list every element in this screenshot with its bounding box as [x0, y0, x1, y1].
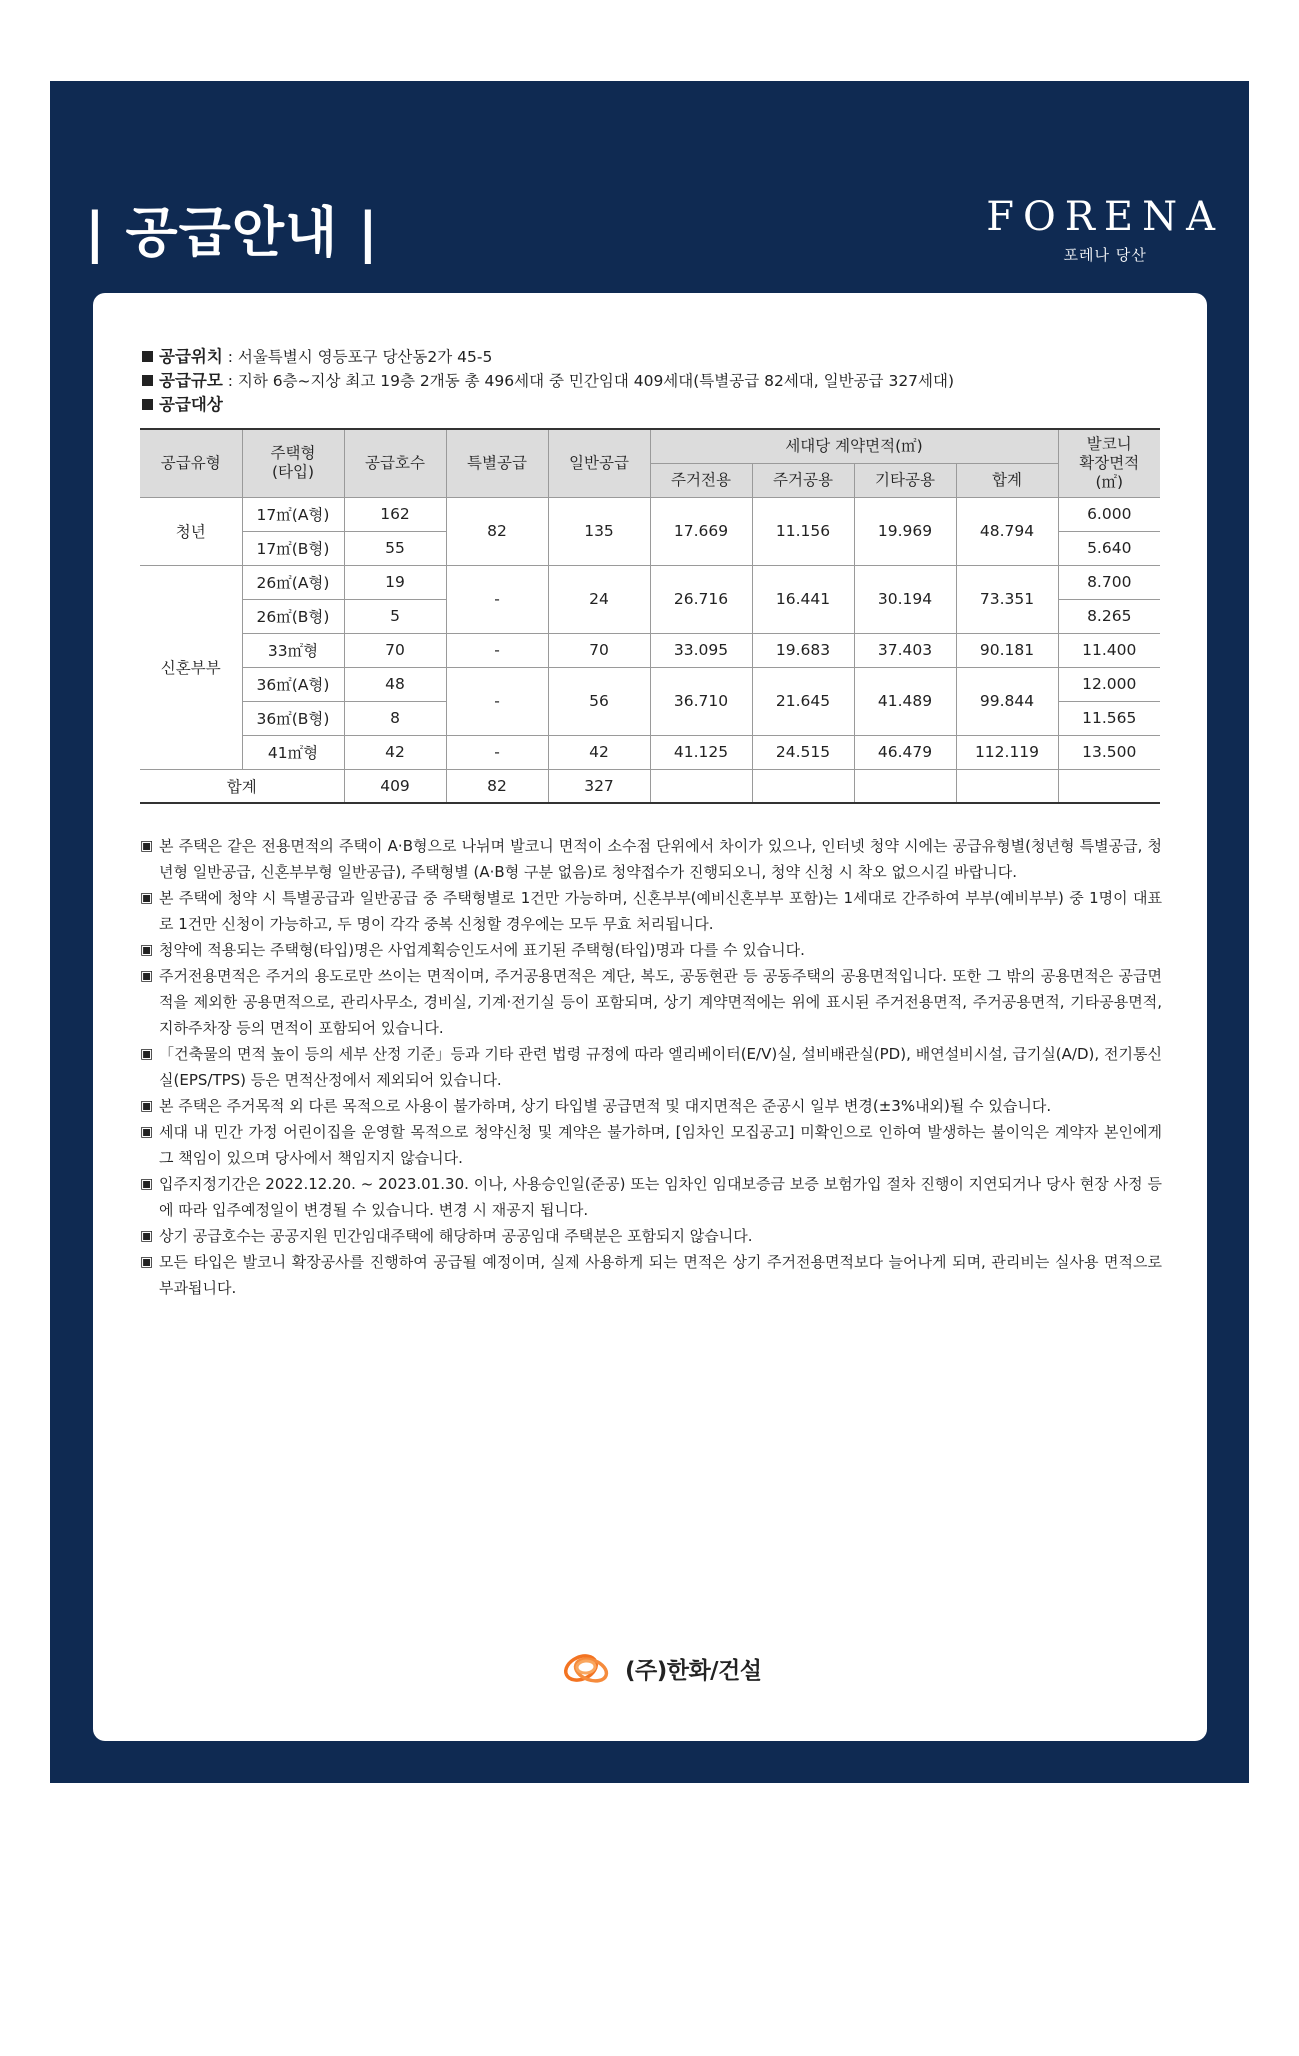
th-common: 주거공용	[752, 463, 854, 497]
cell-units: 48	[344, 667, 446, 701]
supply-info	[142, 345, 954, 417]
cell-units: 5	[344, 599, 446, 633]
total-empty	[854, 769, 956, 803]
info-target: 공급대상	[142, 393, 954, 417]
cell-other: 41.489	[854, 667, 956, 735]
cell-sum: 112.119	[956, 735, 1058, 769]
th-supply-type: 공급유형	[140, 429, 242, 497]
note-marker-icon: ▣	[140, 1228, 154, 1244]
cell-balcony: 13.500	[1058, 735, 1160, 769]
note-marker-icon: ▣	[140, 1098, 154, 1114]
cell-special: -	[446, 565, 548, 633]
cell-other: 46.479	[854, 735, 956, 769]
cell-general: 135	[548, 497, 650, 565]
total-empty	[956, 769, 1058, 803]
th-units: 공급호수	[344, 429, 446, 497]
notes-list	[140, 833, 1162, 1301]
th-other: 기타공용	[854, 463, 956, 497]
cell-balcony: 11.400	[1058, 633, 1160, 667]
info-location: 공급위치 : 서울특별시 영등포구 당산동2가 45-5	[142, 345, 954, 369]
note-marker-icon: ▣	[140, 1254, 154, 1270]
group-youth: 청년	[140, 497, 242, 565]
cell-exclusive: 33.095	[650, 633, 752, 667]
brand-name-en: FORENA	[986, 194, 1224, 240]
note-marker-icon: ▣	[140, 942, 154, 958]
note-marker-icon: ▣	[140, 1176, 154, 1192]
cell-special: -	[446, 633, 548, 667]
bullet-square-icon	[142, 351, 153, 362]
cell-general: 42	[548, 735, 650, 769]
cell-type: 33㎡형	[242, 633, 344, 667]
th-balcony: 발코니 확장면적 (㎡)	[1058, 429, 1160, 497]
cell-balcony: 11.565	[1058, 701, 1160, 735]
bullet-square-icon	[142, 375, 153, 386]
content-card	[93, 293, 1207, 1741]
note-marker-icon: ▣	[140, 1124, 154, 1140]
table-row	[140, 667, 1160, 701]
cell-units: 162	[344, 497, 446, 531]
total-label: 합계	[140, 769, 344, 803]
cell-type: 26㎡(B형)	[242, 599, 344, 633]
table-row	[140, 735, 1160, 769]
note-marker-icon: ▣	[140, 968, 154, 984]
cell-sum: 73.351	[956, 565, 1058, 633]
cell-balcony: 12.000	[1058, 667, 1160, 701]
cell-common: 19.683	[752, 633, 854, 667]
total-empty	[1058, 769, 1160, 803]
cell-type: 17㎡(B형)	[242, 531, 344, 565]
cell-sum: 99.844	[956, 667, 1058, 735]
cell-other: 37.403	[854, 633, 956, 667]
table-row	[140, 497, 1160, 531]
cell-type: 36㎡(B형)	[242, 701, 344, 735]
cell-exclusive: 36.710	[650, 667, 752, 735]
note-item: ▣ 상기 공급호수는 공공지원 민간임대주택에 해당하며 공공임대 주택분은 포함되지 않습니다.	[140, 1223, 1162, 1249]
brand-name-ko: 포레나 당산	[1063, 246, 1147, 264]
note-item: ▣ 세대 내 민간 가정 어린이집을 운영할 목적으로 청약신청 및 계약은 불가하며, [임차인 모집공고] 미확인으로 인하여 발생하는 불이익은 계약자 본인에게 그 책임이 있으며 당사에서 책임지지 않습니다.	[140, 1119, 1162, 1171]
table-total-row	[140, 769, 1160, 803]
cell-exclusive: 17.669	[650, 497, 752, 565]
cell-special: -	[446, 667, 548, 735]
company-name: (주)한화/건설	[625, 1657, 762, 1684]
note-item: ▣ 주거전용면적은 주거의 용도로만 쓰이는 면적이며, 주거공용면적은 계단, 복도, 공동현관 등 공동주택의 공용면적입니다. 또한 그 밖의 공용면적은 공급면적을 제외한 공용면적으로, 관리사무소, 경비실, 기계·전기실 등이 포함되며, 상기 계약면적에는 위에 표시된 주거전용면적, 주거공용면적, 기타공용면적, 지하주차장 등의 면적이 포함되어 있습니다.	[140, 963, 1162, 1041]
cell-common: 16.441	[752, 565, 854, 633]
cell-special: 82	[446, 497, 548, 565]
cell-type: 41㎡형	[242, 735, 344, 769]
total-empty	[752, 769, 854, 803]
supply-table	[140, 428, 1160, 804]
brand-logo	[986, 195, 1224, 265]
hanwha-symbol-icon	[561, 1648, 617, 1688]
th-contract-area: 세대당 계약면적(㎡)	[650, 429, 1058, 463]
note-item: ▣ 본 주택은 같은 전용면적의 주택이 A·B형으로 나뉘며 발코니 면적이 소수점 단위에서 차이가 있으나, 인터넷 청약 시에는 공급유형별(청년형 특별공급, 청년형 일반공급, 신혼부부형 일반공급), 주택형별 (A·B형 구분 없음)로 청약접수가 진행되오니, 청약 신청 시 착오 없으시길 바랍니다.	[140, 833, 1162, 885]
cell-units: 8	[344, 701, 446, 735]
note-item: ▣ 모든 타입은 발코니 확장공사를 진행하여 공급될 예정이며, 실제 사용하게 되는 면적은 상기 주거전용면적보다 늘어나게 되며, 관리비는 실사용 면적으로 부과됩니다.	[140, 1249, 1162, 1301]
th-exclusive: 주거전용	[650, 463, 752, 497]
th-house-type: 주택형 (타입)	[242, 429, 344, 497]
hanwha-logo	[561, 1648, 762, 1688]
cell-common: 21.645	[752, 667, 854, 735]
cell-type: 26㎡(A형)	[242, 565, 344, 599]
note-item: ▣ 입주지정기간은 2022.12.20. ~ 2023.01.30. 이나, 사용승인일(준공) 또는 임차인 임대보증금 보증 보험가입 절차 진행이 지연되거나 당사 현장 사정 등에 따라 입주예정일이 변경될 수 있습니다. 변경 시 재공지 됩니다.	[140, 1171, 1162, 1223]
cell-general: 56	[548, 667, 650, 735]
total-empty	[650, 769, 752, 803]
cell-common: 24.515	[752, 735, 854, 769]
cell-units: 42	[344, 735, 446, 769]
group-newlywed: 신혼부부	[140, 565, 242, 769]
note-marker-icon: ▣	[140, 838, 154, 854]
note-item: ▣ 청약에 적용되는 주택형(타입)명은 사업계획승인도서에 표기된 주택형(타입)명과 다를 수 있습니다.	[140, 937, 1162, 963]
total-general: 327	[548, 769, 650, 803]
cell-balcony: 5.640	[1058, 531, 1160, 565]
note-item: ▣ 「건축물의 면적 높이 등의 세부 산정 기준」등과 기타 관련 법령 규정에 따라 엘리베이터(E/V)실, 설비배관실(PD), 배연설비시설, 급기실(A/D), 전기통신실(EPS/TPS) 등은 면적산정에서 제외되어 있습니다.	[140, 1041, 1162, 1093]
page-title: | 공급안내 |	[85, 201, 379, 264]
cell-common: 11.156	[752, 497, 854, 565]
table-row	[140, 565, 1160, 599]
table-header-row	[140, 429, 1160, 463]
cell-units: 70	[344, 633, 446, 667]
cell-sum: 90.181	[956, 633, 1058, 667]
cell-general: 70	[548, 633, 650, 667]
cell-balcony: 8.700	[1058, 565, 1160, 599]
th-special: 특별공급	[446, 429, 548, 497]
cell-exclusive: 41.125	[650, 735, 752, 769]
note-marker-icon: ▣	[140, 890, 154, 906]
cell-type: 17㎡(A형)	[242, 497, 344, 531]
cell-other: 30.194	[854, 565, 956, 633]
cell-type: 36㎡(A형)	[242, 667, 344, 701]
total-special: 82	[446, 769, 548, 803]
cell-exclusive: 26.716	[650, 565, 752, 633]
table-row	[140, 633, 1160, 667]
th-general: 일반공급	[548, 429, 650, 497]
note-item: ▣ 본 주택에 청약 시 특별공급과 일반공급 중 주택형별로 1건만 가능하며, 신혼부부(예비신혼부부 포함)는 1세대로 간주하여 부부(예비부부) 중 1명이 대표로 1건만 신청이 가능하고, 두 명이 각각 중복 신청할 경우에는 모두 무효 처리됩니다.	[140, 885, 1162, 937]
bullet-square-icon	[142, 399, 153, 410]
cell-units: 19	[344, 565, 446, 599]
cell-balcony: 8.265	[1058, 599, 1160, 633]
cell-special: -	[446, 735, 548, 769]
th-sum: 합계	[956, 463, 1058, 497]
cell-sum: 48.794	[956, 497, 1058, 565]
cell-general: 24	[548, 565, 650, 633]
cell-units: 55	[344, 531, 446, 565]
info-scale: 공급규모 : 지하 6층~지상 최고 19층 2개동 총 496세대 중 민간임대 409세대(특별공급 82세대, 일반공급 327세대)	[142, 369, 954, 393]
cell-balcony: 6.000	[1058, 497, 1160, 531]
note-item: ▣ 본 주택은 주거목적 외 다른 목적으로 사용이 불가하며, 상기 타입별 공급면적 및 대지면적은 준공시 일부 변경(±3%내외)될 수 있습니다.	[140, 1093, 1162, 1119]
note-marker-icon: ▣	[140, 1046, 154, 1062]
total-units: 409	[344, 769, 446, 803]
cell-other: 19.969	[854, 497, 956, 565]
